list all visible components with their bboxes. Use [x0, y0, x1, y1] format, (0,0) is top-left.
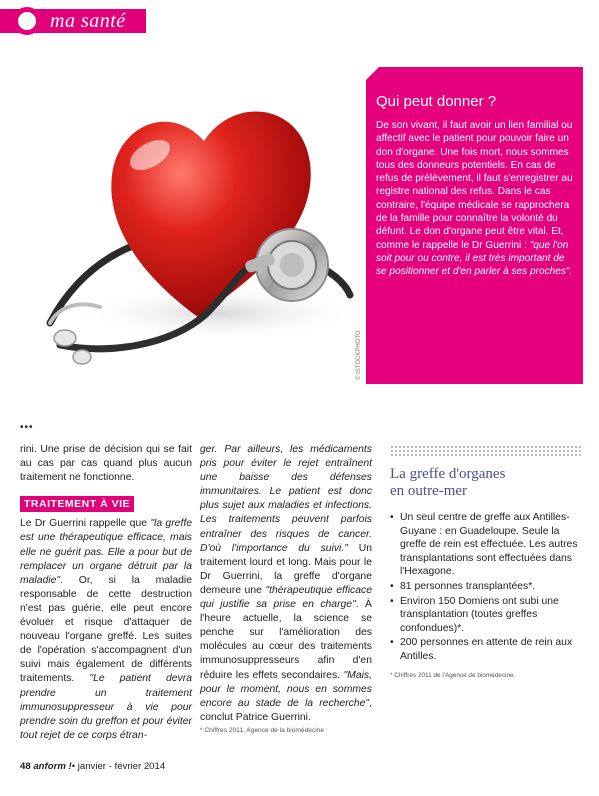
donor-box-quote: "que l'on soit pour ou contre, il est très important de se positionner et d'en parler à ses proches". — [376, 239, 573, 278]
page-footer — [20, 761, 165, 772]
text-run: Le Dr Guerrini rappelle que — [20, 518, 151, 530]
sidebar-list — [390, 511, 580, 665]
quote-run: ger. Par ailleurs, les médicaments pris pour éviter le rejet entraînent une baisse des défenses immunitaires. Le patient est donc plus sujet aux maladies et infections. Les traitements peuvent parfois entraîner des risques de cancer. D'où l'importance du suivi." — [200, 444, 372, 554]
article-paragraph — [20, 517, 192, 743]
sidebar-note: * Chiffres 2011 de l'Agence de biomédecine. — [390, 672, 516, 679]
sidebar-list-item: • 200 personnes en attente de rein aux Antilles. — [390, 636, 580, 663]
donor-info-box — [366, 67, 583, 384]
section-title: ma santé — [50, 10, 126, 32]
text-run: . À l'heure actuelle, la science se penche sur l'amélioration des molécules au cœur des traitements immunosuppresseurs afin d'en réduire les effets secondaires. — [200, 599, 372, 681]
donor-box-body: De son vivant, il faut avoir un lien familial ou affectif avec le patient pour pouvoir faire un don d'organe. Une fois mort, nous sommes tous des donneurs potentiels. En cas de refus de prélèvement, il faut s'enregistrer au registre national des refus. Dans le cas contraire, l'équipe médicale se rapprochera de la famille pour connaître la volonté du défunt. Le don d'organe peut être vital. Et, comme le rappelle le Dr Guerrini : — [376, 120, 573, 251]
article-paragraph — [200, 443, 372, 725]
article-column-1 — [20, 443, 192, 743]
quote-run: "la greffe est une thérapeutique efficace, mais elle ne guérit pas. Elle a pour but de remplacer un organe détruit par la maladie" — [20, 518, 192, 586]
donor-box-notch — [366, 67, 379, 80]
continuation-dots: ••• — [20, 422, 34, 433]
sidebar-list-item: • Un seul centre de greffe aux Antilles-Guyane : en Guadeloupe. Seule la greffe de rein est effectuée. Les autres transplantations sont effectuées dans l'Hexagone. — [390, 511, 580, 579]
sidebar-title-line: La greffe d'organes — [390, 466, 506, 482]
article-lead-paragraph: rini. Une prise de décision qui se fait au cas par cas quand plus aucun traitement ne fonctionne. — [20, 444, 192, 484]
photo-credit: © ISTOCKPHOTO — [356, 330, 362, 380]
page-number: 48 — [20, 761, 31, 772]
donor-box-text — [376, 119, 573, 279]
text-run: Un traitement lourd et long. Mais pour le Dr Guerrini, la greffe d'organe demeure une — [200, 542, 372, 596]
quote-run: "thérapeutique efficace qui justifie sa prise en charge" — [200, 584, 373, 611]
issue-date: • janvier - février 2014 — [71, 761, 166, 772]
sidebar-title — [390, 466, 580, 500]
sidebar-title-line: en outre-mer — [390, 483, 468, 499]
quote-run: "Le patient devra prendre un traitement immunosuppresseur à vie pour prendre soin du greffon et pour éviter tout rejet de ce corps étran- — [20, 673, 192, 741]
quote-run: "Mais, pour le moment, nous en sommes encore au stade de la recherche" — [200, 669, 372, 709]
sidebar-list-item: • Environ 150 Domiens ont subi une transplantation (toutes greffes confondues)*. — [390, 595, 580, 636]
article-subhead: TRAITEMENT À VIE — [20, 496, 134, 512]
donor-box-title: Qui peut donner ? — [376, 93, 497, 110]
section-header-dot-icon — [13, 7, 41, 35]
text-run: . Or, si la maladie responsable de cette destruction n'est pas guérie, elle peut encore évoluer et risque d'attaquer de nouveau l'organe greffé. Les suites de l'opération s'accompagnent d'un suivi mais également de différents traitements. — [20, 574, 192, 685]
magazine-name: anform ! — [33, 761, 72, 772]
sidebar-dot-divider — [390, 445, 581, 457]
text-run: , conclut Patrice Guerrini. — [200, 697, 372, 723]
heart-stethoscope-photo — [20, 55, 364, 385]
article-footnote: * Chiffres 2011, Agence de la biomédecine — [200, 727, 325, 734]
article-column-2 — [200, 443, 372, 725]
sidebar-list-item: • 81 personnes transplantées*. — [390, 580, 580, 594]
